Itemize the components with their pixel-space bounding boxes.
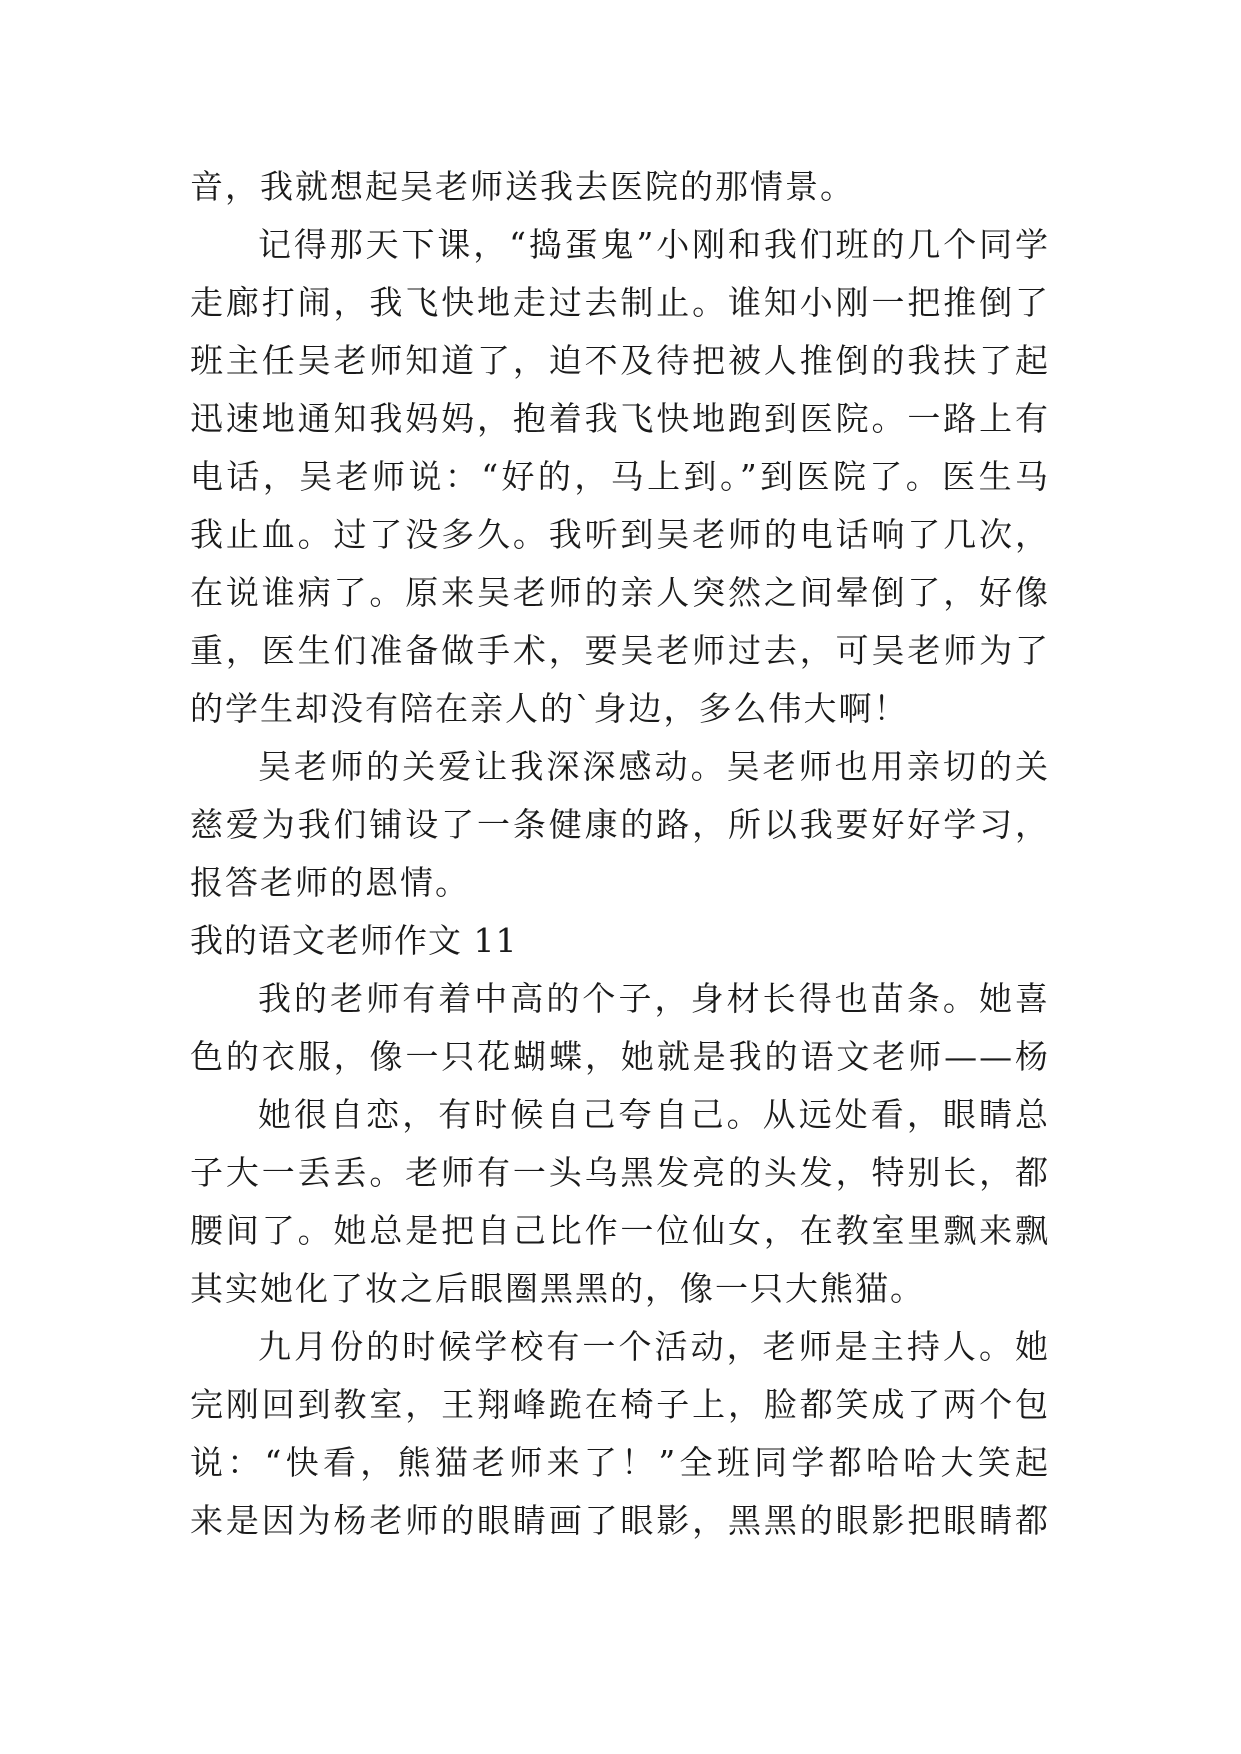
text-line: 子大一丢丢。老师有一头乌黑发亮的头发，特别长，都 (190, 1153, 1050, 1192)
text-line: 的学生却没有陪在亲人的`身边，多么伟大啊！ (190, 689, 909, 728)
text-line: 腰间了。她总是把自己比作一位仙女，在教室里飘来飘 (190, 1211, 1050, 1250)
text-line: 记得那天下课，“捣蛋鬼”小刚和我们班的几个同学 (258, 225, 1050, 264)
text-line: 报答老师的恩情。 (190, 863, 470, 902)
text-line: 吴老师的关爱让我深深感动。吴老师也用亲切的关 (258, 747, 1050, 786)
document-body (190, 158, 1050, 1550)
text-line: 九月份的时候学校有一个活动，老师是主持人。她 (258, 1327, 1050, 1366)
text-line: 在说谁病了。原来吴老师的亲人突然之间晕倒了，好像 (190, 573, 1050, 612)
text-line: 其实她化了妆之后眼圈黑黑的，像一只大熊猫。 (190, 1269, 925, 1308)
text-line: 迅速地通知我妈妈，抱着我飞快地跑到医院。一路上有 (190, 399, 1050, 438)
section-heading: 我的语文老师作文 11 (190, 921, 518, 960)
text-line: 她很自恋，有时候自己夸自己。从远处看，眼睛总 (258, 1095, 1050, 1134)
text-line: 班主任吴老师知道了，迫不及待把被人推倒的我扶了起 (190, 341, 1050, 380)
text-line: 慈爱为我们铺设了一条健康的路，所以我要好好学习， (190, 805, 1050, 844)
text-line: 重，医生们准备做手术，要吴老师过去，可吴老师为了 (190, 631, 1050, 670)
text-line: 我止血。过了没多久。我听到吴老师的电话响了几次， (190, 515, 1050, 554)
text-line: 走廊打闹，我飞快地走过去制止。谁知小刚一把推倒了 (190, 283, 1050, 322)
text-line: 电话，吴老师说：“好的，马上到。”到医院了。医生马 (190, 457, 1050, 496)
text-line: 完刚回到教室，王翔峰跪在椅子上，脸都笑成了两个包 (190, 1385, 1050, 1424)
text-line: 我的老师有着中高的个子，身材长得也苗条。她喜 (258, 979, 1050, 1018)
text-line: 说：“快看，熊猫老师来了！”全班同学都哈哈大笑起 (190, 1443, 1050, 1482)
text-line: 来是因为杨老师的眼睛画了眼影，黑黑的眼影把眼睛都 (190, 1501, 1050, 1540)
text-line: 色的衣服，像一只花蝴蝶，她就是我的语文老师——杨 (190, 1037, 1050, 1076)
text-line: 音，我就想起吴老师送我去医院的那情景。 (190, 167, 855, 206)
